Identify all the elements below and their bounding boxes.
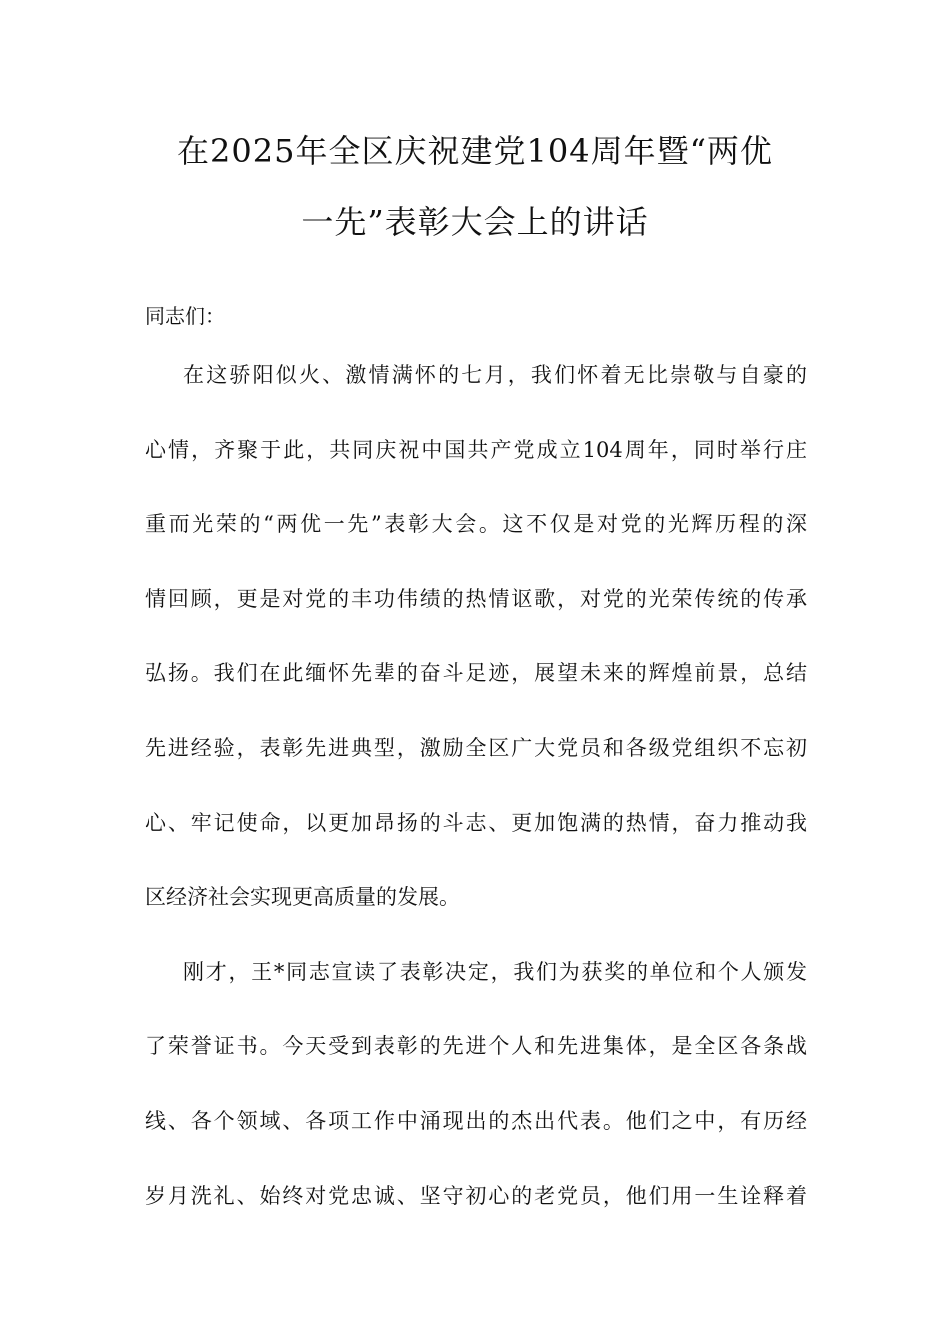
text-line: 弘扬。我们在此缅怀先辈的奋斗足迹，展望未来的辉煌前景，总结	[145, 661, 807, 686]
text-line: 情回顾，更是对党的丰功伟绩的热情讴歌，对党的光荣传统的传承	[145, 586, 807, 611]
document-body	[145, 360, 807, 1255]
text-line: 线、各个领域、各项工作中涌现出的杰出代表。他们之中，有历经	[145, 1108, 807, 1133]
paragraph-1	[145, 360, 807, 957]
text-line: 在这骄阳似火、激情满怀的七月，我们怀着无比崇敬与自豪的	[183, 363, 807, 387]
text-line: 岁月洗礼、始终对党忠诚、坚守初心的老党员，他们用一生诠释着	[145, 1183, 807, 1208]
document-title-line-2: 一先”表彰大会上的讲话	[301, 203, 649, 241]
text-line: 心情，齐聚于此，共同庆祝中国共产党成立104周年，同时举行庄	[145, 437, 807, 462]
text-line: 重而光荣的“两优一先”表彰大会。这不仅是对党的光辉历程的深	[145, 512, 807, 537]
paragraph-2	[145, 957, 807, 1255]
text-line: 刚才，王*同志宣读了表彰决定，我们为获奖的单位和个人颁发	[183, 959, 807, 984]
text-line: 先进经验，表彰先进典型，激励全区广大党员和各级党组织不忘初	[145, 735, 807, 760]
text-line: 了荣誉证书。今天受到表彰的先进个人和先进集体，是全区各条战	[145, 1034, 807, 1059]
document-title-line-1: 在2025年全区庆祝建党104周年暨“两优	[177, 132, 773, 170]
salutation: 同志们：	[145, 304, 225, 328]
text-line: 心、牢记使命，以更加昂扬的斗志、更加饱满的热情，奋力推动我	[145, 810, 807, 835]
text-line: 区经济社会实现更高质量的发展。	[145, 885, 460, 910]
